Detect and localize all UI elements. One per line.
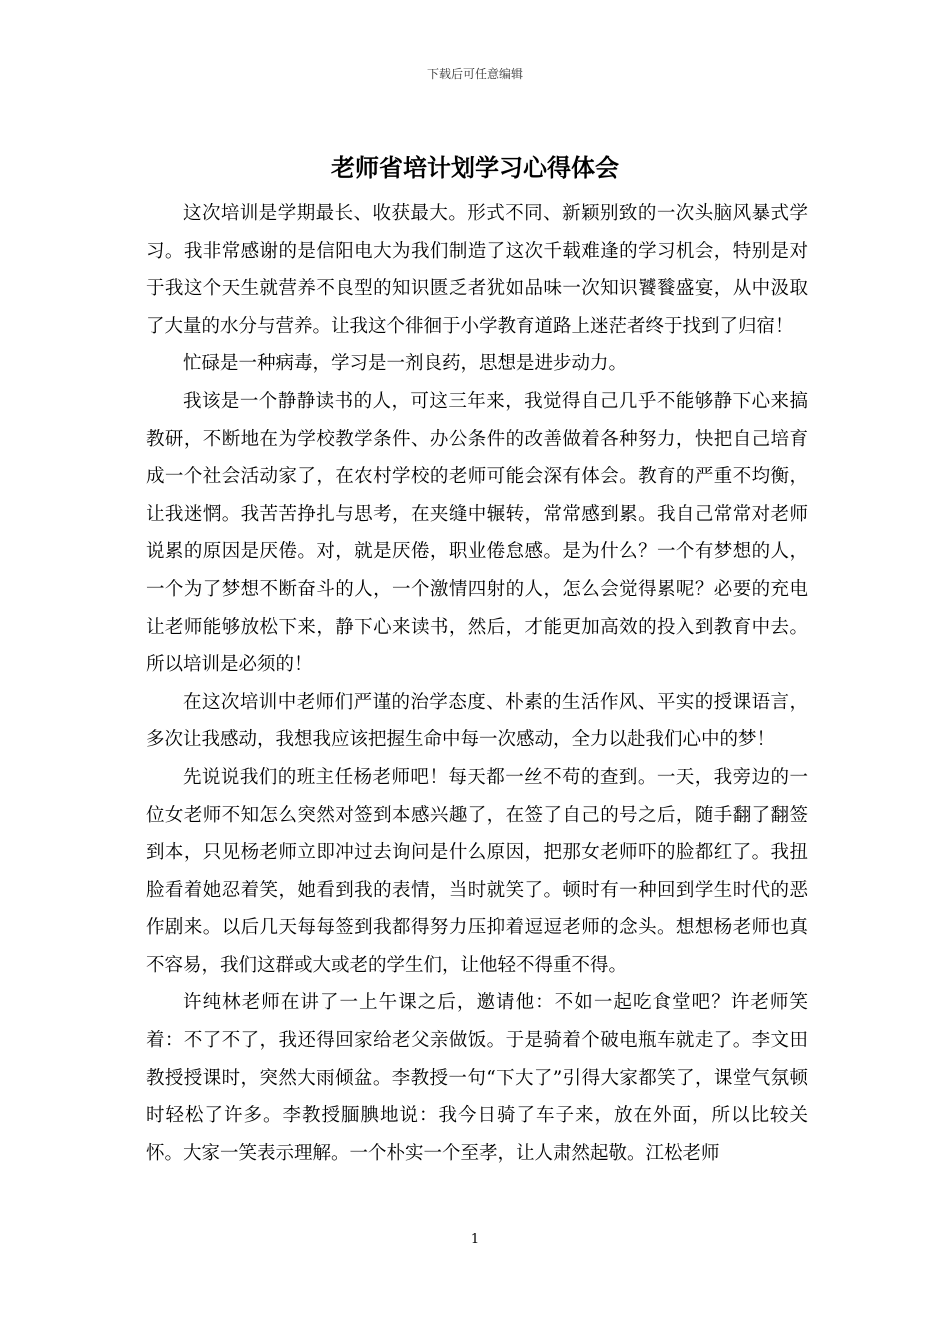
paragraph-5: 先说说我们的班主任杨老师吧！每天都一丝不苟的查到。一天，我旁边的一位女老师不知怎么突然对签到本感兴趣了，在签了自己的号之后，随手翻了翻签到本，只见杨老师立即冲过去询问是什么原因，把那女老师吓的脸都红了。我扭脸看着她忍着笑，她看到我的表情，当时就笑了。顿时有一种回到学生时代的恶作剧来。以后几天每每签到我都得努力压抑着逗逗老师的念头。想想杨老师也真不容易，我们这群或大或老的学生们，让他轻不得重不得。 [146,766,808,976]
paragraph-2: 忙碌是一种病毒，学习是一剂良药，思想是进步动力。 [183,353,628,375]
header-note: 下载后可任意编辑 [426,67,523,81]
paragraph-1: 这次培训是学期最长、收获最大。形式不同、新颖别致的一次头脑风暴式学习。我非常感谢的是信阳电大为我们制造了这次千载难逢的学习机会，特别是对于我这个天生就营养不良型的知识匮乏者犹如品味一次知识饕餮盛宴，从中汲取了大量的水分与营养。让我这个徘徊于小学教育道路上迷茫者终于找到了归宿！ [146,203,808,337]
document-title: 老师省培计划学习心得体会 [331,153,619,182]
paragraph-6: 许纯林老师在讲了一上午课之后，邀请他：不如一起吃食堂吧？许老师笑着：不了不了，我还得回家给老父亲做饭。于是骑着个破电瓶车就走了。李文田教授授课时，突然大雨倾盆。李教授一句“下大了”引得大家都笑了，课堂气氛顿时轻松了许多。李教授腼腆地说：我今日骑了车子来，放在外面，所以比较关怀。大家一笑表示理解。一个朴实一个至孝，让人肃然起敬。江松老师 [146,992,808,1164]
paragraph-4: 在这次培训中老师们严谨的治学态度、朴素的生活作风、平实的授课语言，多次让我感动，我想我应该把握生命中每一次感动，全力以赴我们心中的梦！ [146,691,808,751]
paragraph-3: 我该是一个静静读书的人，可这三年来，我觉得自己几乎不能够静下心来搞教研，不断地在为学校教学条件、办公条件的改善做着各种努力，快把自己培育成一个社会活动家了，在农村学校的老师可能会深有体会。教育的严重不均衡，让我迷惘。我苦苦挣扎与思考，在夹缝中辗转，常常感到累。我自己常常对老师说累的原因是厌倦。对，就是厌倦，职业倦怠感。是为什么？一个有梦想的人，一个为了梦想不断奋斗的人，一个激情四射的人，怎么会觉得累呢？必要的充电让老师能够放松下来，静下心来读书，然后，才能更加高效的投入到教育中去。所以培训是必须的！ [146,390,808,676]
page-number: 1 [470,1232,480,1247]
document-body [146,195,808,1172]
